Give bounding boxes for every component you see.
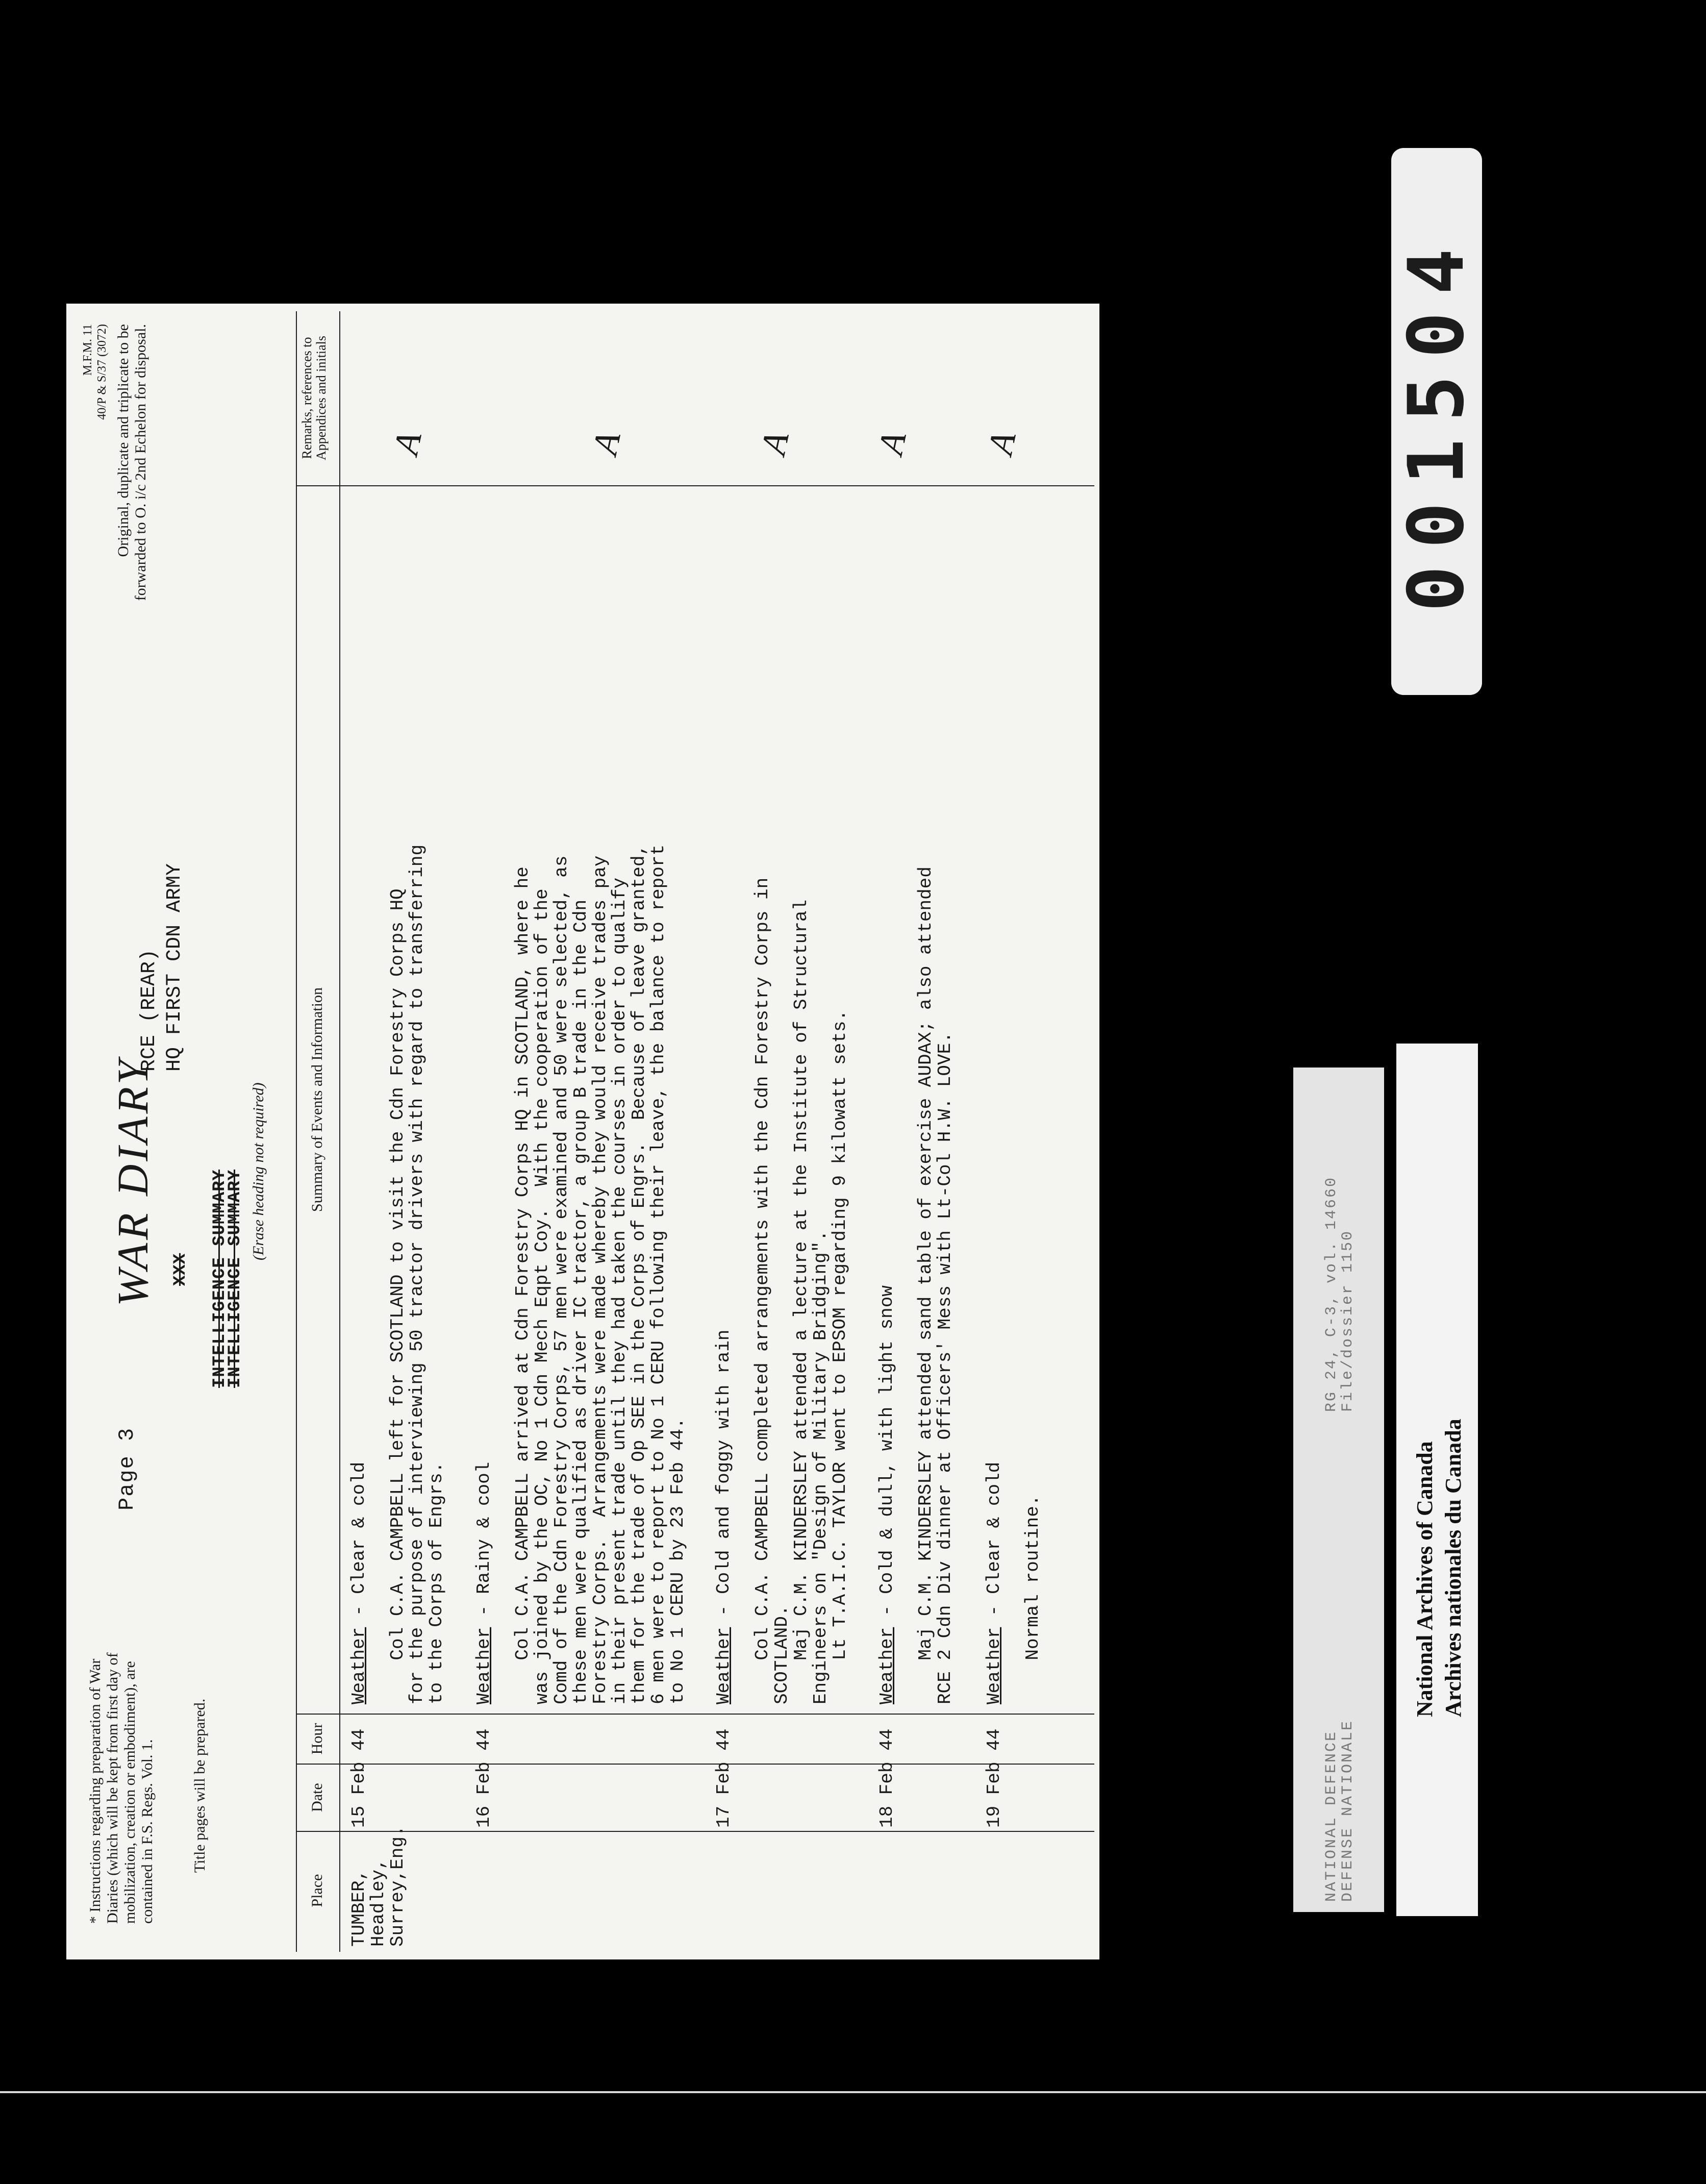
weather-label: Weather: [984, 1627, 1005, 1704]
department-fr: DEFENSE NATIONALE: [1339, 1719, 1357, 1902]
war-diary-page: [66, 304, 1099, 1959]
col-divider-date: [296, 1764, 1094, 1765]
column-header-place: Place: [309, 1874, 325, 1907]
form-number: [81, 324, 109, 420]
column-header-hour: Hour: [309, 1723, 325, 1755]
weather-text: - Rainy & cool: [473, 1461, 494, 1627]
initials-mark: A: [871, 428, 914, 458]
col-divider-hour: [296, 1714, 1094, 1715]
entry-line: for the purpose of interviewing 50 tractor drivers with regard to transferring: [407, 844, 428, 1704]
entry-line: Normal routine.: [1022, 1495, 1043, 1704]
unit-name-line-1: RCE (REAR): [138, 949, 161, 1072]
column-header-summary: Summary of Events and Information: [309, 987, 325, 1212]
entry-date: 16 Feb 44: [473, 1728, 494, 1828]
entry-line: them for the trade of Op SEE in the Corps of Engrs. Because of leave granted,: [629, 844, 649, 1704]
entry-line: Engineers on "Design of Military Bridging".: [810, 1230, 831, 1704]
department-en: NATIONAL DEFENCE: [1323, 1730, 1340, 1902]
archives-name-fr: Archives nationales du Canada: [1441, 1419, 1466, 1717]
initials-mark: A: [386, 428, 430, 458]
weather-label: Weather: [348, 1627, 369, 1704]
file-number: File/dossier 1150: [1339, 1229, 1357, 1412]
initials-mark: A: [585, 428, 629, 458]
call-number: RG 24, C-3, vol. 14660: [1323, 1176, 1340, 1412]
column-header-date: Date: [309, 1783, 325, 1812]
film-id-label: [1391, 148, 1482, 695]
entry-line: to the Corps of Engrs.: [426, 1461, 447, 1704]
entry-line: Maj C.M. KINDERSLEY attended sand table of exercise AUDAX; also attended: [915, 866, 936, 1704]
weather-text: - Cold & dull, with light snow: [876, 1285, 897, 1627]
entry-line: Lt T.A.I.C. TAYLOR went to EPSOM regarding 9 kilowatt sets.: [830, 1009, 850, 1704]
place-line-2: Headley,: [368, 1858, 389, 1947]
column-header-remarks: Remarks, references to Appendices and initials: [299, 335, 329, 461]
weather-label: Weather: [713, 1627, 734, 1704]
form-number-line-1: M.F.M. 11: [81, 324, 94, 376]
weather-text: - Clear & cold: [348, 1461, 369, 1627]
erase-heading-note: (Erase heading not required): [250, 1082, 267, 1260]
entry-date: 17 Feb 44: [713, 1728, 734, 1828]
entry-line: these men were qualified as driver IC tractor, a group B trade in the Cdn: [570, 899, 591, 1704]
col-divider-place: [296, 1831, 1094, 1832]
war-diary-sheet: [66, 304, 1099, 1959]
title-pages-note: Title pages will be prepared.: [191, 1698, 208, 1873]
weather-line: [877, 1285, 897, 1704]
entry-line: Col C.A. CAMPBELL left for SCOTLAND to visit the Cdn Forestry Corps HQ: [387, 888, 408, 1704]
page-title: WAR DIARY: [108, 1057, 157, 1306]
entry-line: SCOTLAND.: [771, 1605, 792, 1704]
reference-card-face: [1293, 1068, 1384, 1912]
entry-line: Comd of the Cdn Forestry Corps, 57 men were examined and 50 were selected, as: [551, 855, 572, 1704]
header-bottom-rule: [339, 311, 340, 1952]
weather-text: - Cold and foggy with rain: [713, 1329, 734, 1627]
weather-label: Weather: [473, 1627, 494, 1704]
entry-line: Forestry Corps. Arrangements were made whereby they would receive trades pay: [590, 855, 611, 1704]
entry-date: 19 Feb 44: [984, 1728, 1005, 1828]
entry-line: to No 1 CERU by 23 Feb 44.: [667, 1418, 688, 1704]
entry-line: Col C.A. CAMPBELL completed arrangements with the Cdn Forestry Corps in: [752, 877, 773, 1704]
table-top-rule: [296, 311, 297, 1952]
entry-line: in their present trade until they had taken the courses in order to qualify: [609, 877, 630, 1704]
weather-line: [985, 1462, 1004, 1704]
unit-name-line-2: HQ FIRST CDN ARMY: [163, 863, 186, 1072]
struck-heading-2: INTELLIGENCE SUMMARY: [210, 1169, 230, 1388]
initials-mark: A: [754, 428, 797, 458]
weather-line: [349, 1462, 369, 1704]
instructions-note: * Instructions regarding preparation of War Diaries (which will be kept from first day of mobilization, creation or embodiment), are contained in F.S. Regs. Vol. 1.: [87, 1652, 156, 1924]
entry-date: 18 Feb 44: [876, 1728, 897, 1828]
struck-heading-1: XXX: [171, 1253, 190, 1286]
page-number: Page 3: [115, 1427, 139, 1510]
film-id-number: 001504: [1392, 231, 1481, 612]
struck-heading-3: INTELLIGENCE SUMMARY: [225, 1169, 245, 1388]
entry-date: 15 Feb 44: [348, 1728, 369, 1828]
place-line-1: TUMBER,: [348, 1869, 369, 1947]
archives-name-en: National Archives of Canada: [1412, 1441, 1437, 1717]
entry-line: Col C.A. CAMPBELL arrived at Cdn Forestry Corps HQ in SCOTLAND, where he: [512, 866, 533, 1704]
place-line-3: Surrey,Eng.: [387, 1825, 408, 1947]
disposal-note: Original, duplicate and triplicate to be forwarded to O. i/c 2nd Echelon for disposal.: [115, 324, 149, 601]
col-divider-summary: [296, 485, 1094, 486]
form-number-line-2: 40/P & S/37 (3072): [95, 324, 109, 420]
bottom-rule: [0, 2091, 1706, 2093]
weather-text: - Clear & cold: [984, 1461, 1005, 1627]
reference-card: [1293, 1068, 1384, 1912]
weather-label: Weather: [876, 1627, 897, 1704]
entry-line: RCE 2 Cdn Div dinner at Officers' Mess with Lt-Col H.W. LOVE.: [935, 1032, 956, 1704]
archives-card: [1396, 1044, 1478, 1916]
archives-card-face: [1396, 1044, 1478, 1916]
entry-line: 6 men were to report to No 1 CERU following their leave, the balance to report: [648, 844, 669, 1704]
film-id-plate: [1391, 148, 1482, 695]
initials-mark: A: [981, 428, 1024, 458]
entry-line: was joined by the OC, No 1 Cdn Mech Eqpt Coy. With the cooperation of the: [532, 888, 553, 1704]
entry-line: Maj C.M. KINDERSLEY attended a lecture at the Institute of Structural: [791, 899, 812, 1704]
weather-line: [714, 1329, 734, 1704]
weather-line: [474, 1462, 494, 1704]
